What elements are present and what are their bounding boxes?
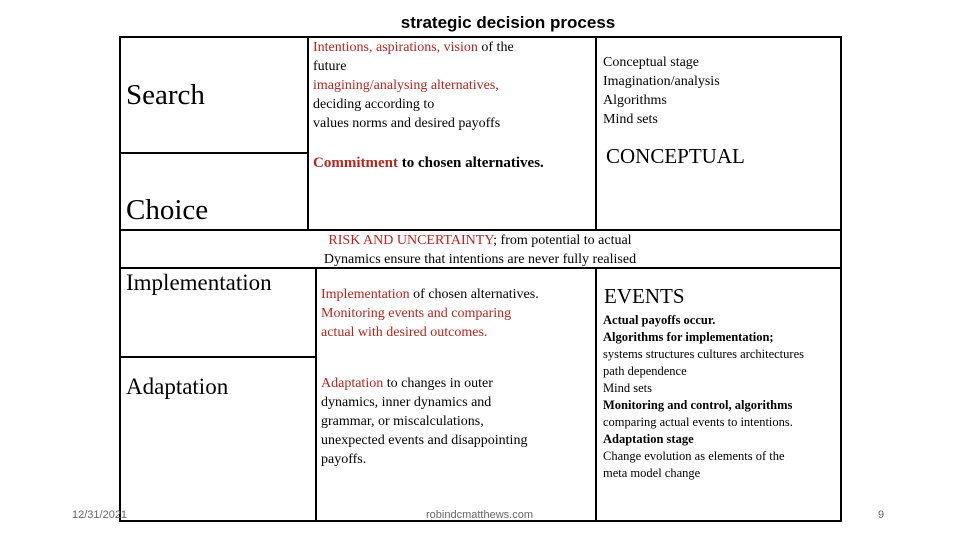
- divider-implementation-adaptation: [119, 356, 317, 358]
- intentions-highlight: Intentions, aspirations, vision: [313, 40, 478, 55]
- events-list: Actual payoffs occur. Algorithms for implementation; systems structures cultures architectures path dependence Mind sets Monitoring and control, algorithms comparing actual events to intentions. Adaptation stage Change evolution as elements of the meta model change: [603, 313, 804, 480]
- slide-title: strategic decision process: [400, 13, 616, 32]
- divider-search-choice: [119, 152, 309, 154]
- divider-right-column-top: [595, 36, 597, 230]
- page-number: 9: [878, 509, 885, 521]
- search-description: Intentions, aspirations, vision of the future imagining/analysing alternatives, deciding according to values norms and desired payoffs: [313, 40, 514, 131]
- commitment-text: Commitment to chosen alternatives.: [313, 155, 544, 171]
- divider-left-column-bottom: [315, 267, 317, 522]
- adaptation-description: Adaptation to changes in outer dynamics, inner dynamics and grammar, or miscalculations, unexpected events and disappointing payoffs.: [321, 376, 528, 467]
- stage-search: Search: [126, 79, 205, 111]
- conceptual-heading: CONCEPTUAL: [606, 144, 745, 168]
- events-heading: EVENTS: [604, 284, 685, 308]
- stage-adaptation: Adaptation: [126, 374, 229, 399]
- divider-right-column-bottom: [595, 267, 597, 522]
- footer-site: robindcmatthews.com: [426, 509, 533, 521]
- stage-choice: Choice: [126, 194, 209, 226]
- stage-implementation: Implementation: [126, 270, 272, 295]
- risk-uncertainty-text: RISK AND UNCERTAINTY; from potential to actual Dynamics ensure that intentions are never fully realised: [323, 233, 637, 267]
- divider-left-column-top: [307, 36, 309, 230]
- conceptual-list: Conceptual stage Imagination/analysis Algorithms Mind sets: [603, 55, 720, 127]
- footer-date: 12/31/2021: [72, 509, 128, 521]
- implementation-description: Implementation of chosen alternatives. Monitoring events and comparing actual with desired outcomes.: [321, 287, 539, 340]
